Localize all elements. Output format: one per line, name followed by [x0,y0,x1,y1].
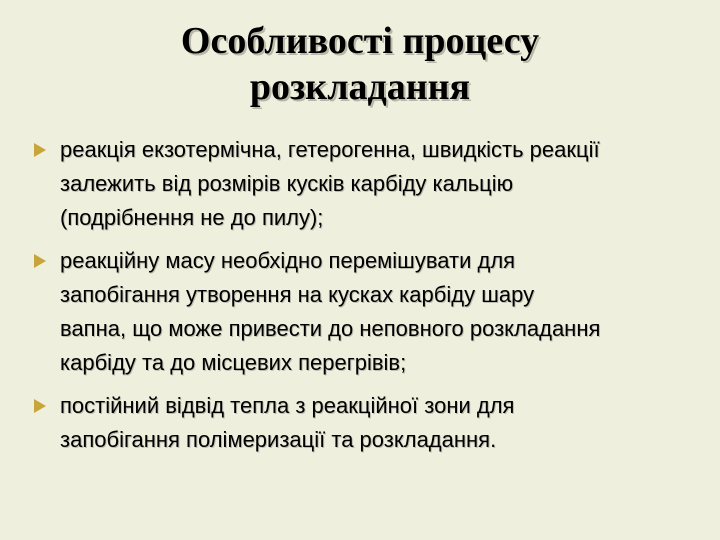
bullet-line: постійний відвід тепла з реакційної зони для [60,393,515,418]
bullet-line: реакційну масу необхідно перемішувати для [60,248,516,273]
title-line-2: розкладання [249,66,471,108]
bullet-line: залежить від розмірів кусків карбіду кальцію [60,171,514,196]
bullet-line: вапна, що може привести до неповного розкладання [60,316,601,341]
slide-title [60,18,660,110]
bullet-line: запобігання полімеризації та розкладання. [60,427,497,452]
triangle-bullet-icon [34,399,46,413]
bullet-item-mixing [30,244,702,380]
title-line-1: Особливості процесу [180,20,540,62]
bullet-item-exothermic [30,133,702,235]
bullet-item-heat-removal [30,389,702,457]
bullet-line: реакція екзотермічна, гетерогенна, швидкість реакції [60,137,600,162]
bullet-line: запобігання утворення на кусках карбіду шару [60,282,535,307]
triangle-bullet-icon [34,254,46,268]
bullet-line: карбіду та до місцевих перегрівів; [60,350,407,375]
triangle-bullet-icon [34,143,46,157]
bullet-list [30,133,702,466]
bullet-line: (подрібнення не до пилу); [60,205,324,230]
